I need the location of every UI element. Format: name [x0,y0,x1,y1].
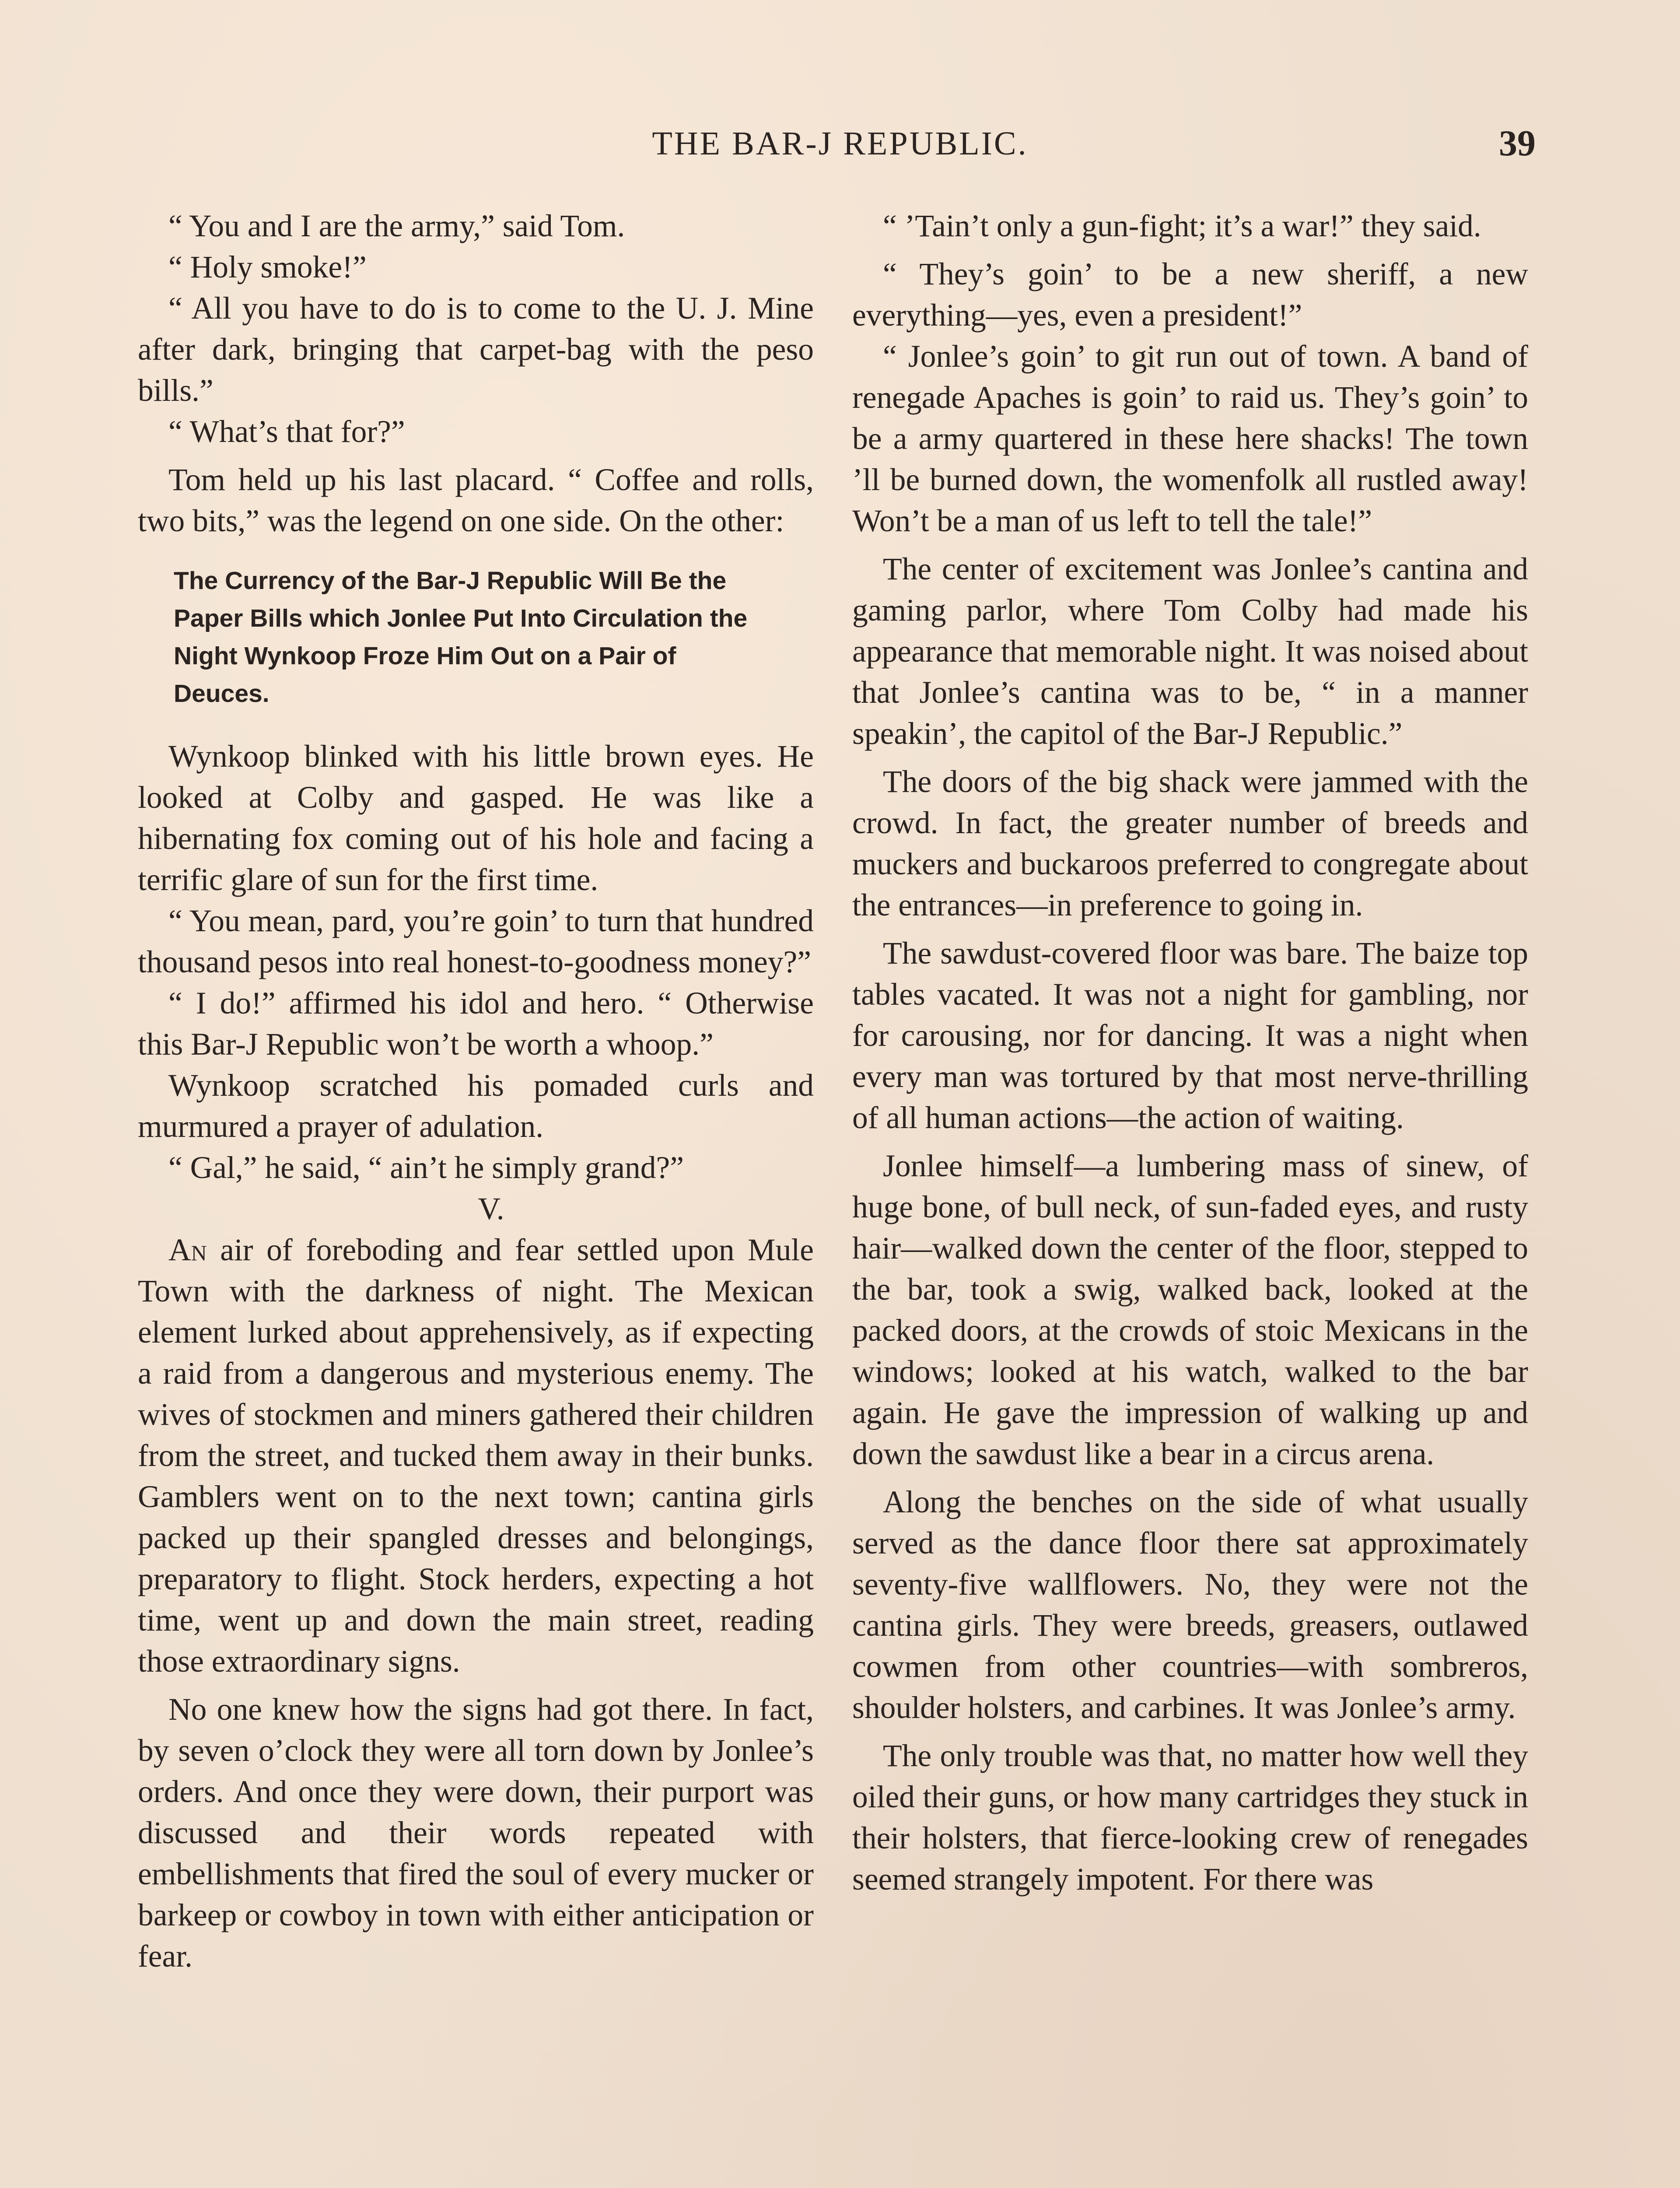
paragraph: Along the benches on the side of what usually served as the dance floor there sat approximately seventy-five wallflowers. No, they were not the cantina girls. They were breeds, greasers, outlawed cowmen from other countries—with sombreros, shoulder holsters, and carbines. It was Jonlee’s army. [852,1485,1528,1725]
paragraph: Wynkoop blinked with his little brown eyes. He looked at Colby and gasped. He was like a hibernating fox coming out of his hole and facing a terrific glare of sun for the first time. [138,739,814,897]
paragraph: “ Gal,” he said, “ ain’t he simply grand?” [168,1150,684,1185]
paragraph: “ All you have to do is to come to the U. J. Mine after dark, bringing that carpet-bag with the peso bills.” [138,291,814,408]
paragraph: “ You mean, pard, you’re goin’ to turn that hundred thousand pesos into real honest-to-goodness money?” [138,904,814,979]
paragraph: Tom held up his last placard. “ Coffee and rolls, two bits,” was the legend on one side. On the other: [138,463,814,538]
lead-word: An [168,1233,207,1267]
paragraph-text: air of foreboding and fear settled upon Mule Town with the darkness of night. The Mexican element lurked about apprehensively, as if expecting a raid from a dangerous and mysterious enemy. The wives of stockmen and miners gathered their children from the street, and tucked them away in their bunks. Gamblers went on to the next town; cantina girls packed up their spangled dresses and belongings, preparatory to flight. Stock herders, expecting a hot time, went up and down the main street, reading those extraordinary signs. [138,1233,814,1679]
paragraph: “ ’Tain’t only a gun-fight; it’s a war!” they said. [883,209,1481,243]
page-number: 39 [1499,123,1536,164]
paragraph: “ What’s that for?” [168,414,405,449]
paragraph: “ I do!” affirmed his idol and hero. “ Otherwise this Bar-J Republic won’t be worth a whoop.” [138,986,814,1062]
paragraph: “ Jonlee’s goin’ to git run out of town. A band of renegade Apaches is goin’ to raid us. They’s goin’ to be a army quartered in these here shacks! The town ’ll be burned down, the womenfolk all rustled away! Won’t be a man of us left to tell the tale!” [852,339,1528,538]
placard-notice: The Currency of the Bar-J Republic Will Be the Paper Bills which Jonlee Put Into Circulation the Night Wynkoop Froze Him Out on a Pair of Deuces. [174,567,748,708]
paragraph: “ Holy smoke!” [168,250,367,284]
paragraph: The doors of the big shack were jammed with the crowd. In fact, the greater number of breeds and muckers and buckaroos preferred to congregate about the entrances—in preference to going in. [852,764,1528,922]
running-title: THE BAR-J REPUBLIC. [652,125,1028,162]
paragraph: The center of excitement was Jonlee’s cantina and gaming parlor, where Tom Colby had made his appearance that memorable night. It was noised about that Jonlee’s cantina was to be, “ in a manner speakin’, the capitol of the Bar-J Republic.” [852,552,1528,751]
paragraph: No one knew how the signs had got there. In fact, by seven o’clock they were all torn down by Jonlee’s orders. And once they were down, their purport was discussed and their words repeated with embellishments that fired the soul of every mucker or barkeep or cowboy in town with either anticipation or fear. [138,1692,814,1974]
paragraph [138,1230,814,1682]
right-column [852,206,1528,1900]
paragraph: Jonlee himself—a lumbering mass of sinew, of huge bone, of bull neck, of sun-faded eyes, and rusty hair—walked down the center of the floor, stepped to the bar, took a swig, walked back, looked at the packed doors, at the crowds of stoic Mexicans in the windows; looked at his watch, walked to the bar again. He gave the impression of walking up and down the sawdust like a bear in a circus arena. [852,1149,1528,1471]
left-column [138,206,814,1977]
paragraph: “ They’s goin’ to be a new sheriff, a new everything—yes, even a president!” [852,257,1528,333]
paragraph: The only trouble was that, no matter how well they oiled their guns, or how many cartridges they stuck in their holsters, that fierce-looking crew of renegades seemed strangely impotent. For there was [852,1739,1528,1897]
paragraph: “ You and I are the army,” said Tom. [168,209,625,243]
paragraph: The sawdust-covered floor was bare. The baize top tables vacated. It was not a night for gambling, nor for carousing, nor for dancing. It was a night when every man was tortured by that most nerve-thrilling of all human actions—the action of waiting. [852,936,1528,1135]
section-heading: V. [478,1192,504,1226]
paragraph: Wynkoop scratched his pomaded curls and murmured a prayer of adulation. [138,1068,814,1144]
